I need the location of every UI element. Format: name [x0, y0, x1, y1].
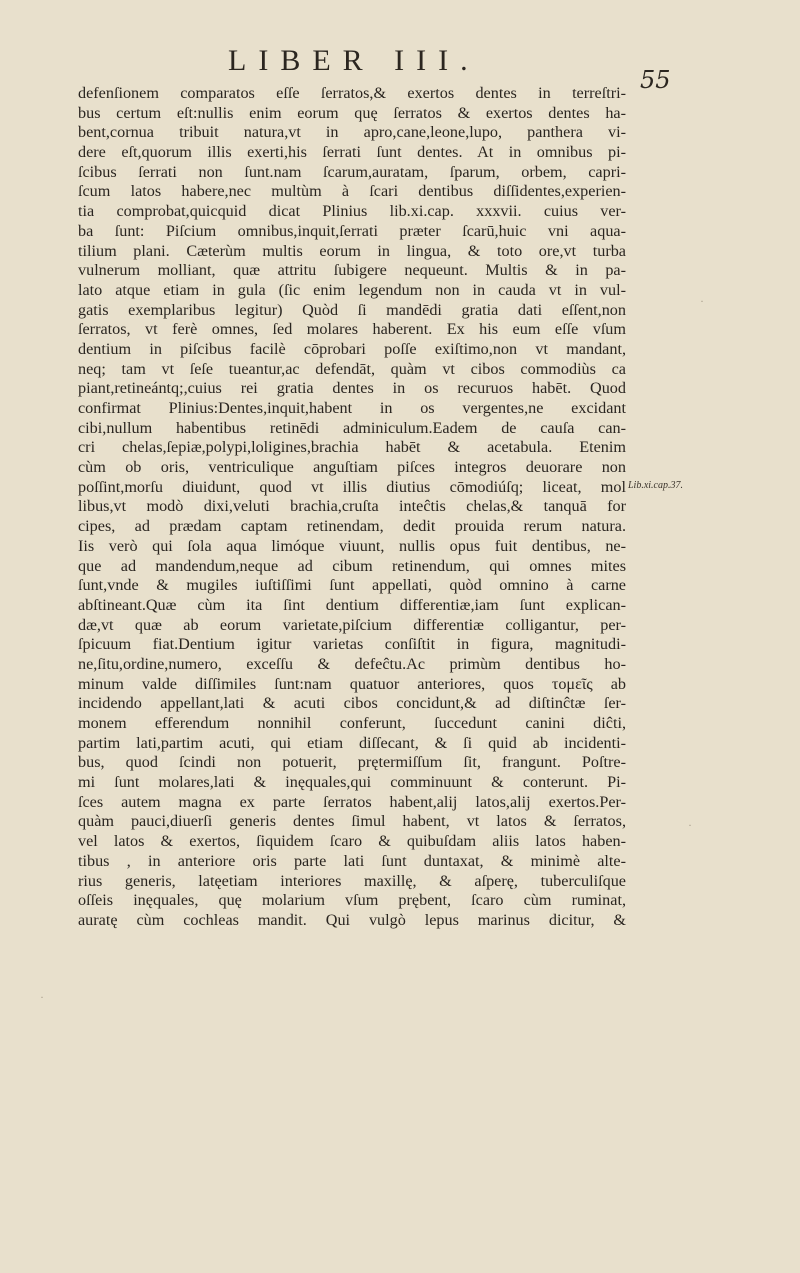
text-line: ſcum latos habere,nec multùm à ſcari dentibus diſſidentes,experien- [78, 182, 626, 201]
text-line: Iis verò qui ſola aqua limóque viuunt, nullis opus fuit dentibus, ne- [78, 536, 626, 555]
text-line: ne,ſitu,ordine,numero, exceſſu & defeĉtu.Ac primùm dentibus ho- [78, 654, 626, 673]
text-line: ſcibus ſerrati non ſunt.nam ſcarum,auratam, ſparum, orbem, capri- [78, 162, 626, 181]
text-line: tilium plani. Cæterùm multis eorum in lingua, & toto ore,vt turba [78, 241, 626, 260]
text-line: vulnerum molliant, quæ attritu ſubigere nequeunt. Multis & in pa- [78, 261, 626, 280]
text-line: monem efferendum nonnihil conferunt, ſuccedunt canini diĉti, [78, 714, 626, 732]
text-line: quàm pauci,diuerſi generis dentes ſimul habent, vt latos & ſerratos, [78, 812, 626, 831]
text-line: que ad mandendum,neque ad cibum retinendum, qui omnes mites [78, 556, 626, 575]
text-line: cri chelas,ſepiæ,polypi,loligines,brachia habēt & acetabula. Etenim [78, 438, 626, 457]
text-line: poſſint,morſu diuidunt, quod vt illis diutius cōmodiúſq; liceat, mol [78, 477, 626, 496]
text-line: tia comprobat,quicquid dicat Plinius lib.xi.cap. xxxvii. cuius ver- [78, 202, 626, 221]
body-text [78, 84, 626, 931]
text-line: neq; tam vt ſeſe tueantur,ac defendāt, quàm vt cibos commodiùs ca [78, 359, 626, 378]
text-line: ſpicuum fiat.Dentium igitur varietas conſiſtit in figura, magnitudi- [78, 635, 626, 654]
text-line: oſſeis inęquales, quę molarium vſum prębent, ſcaro cùm ruminat, [78, 891, 626, 910]
text-line: confirmat Plinius:Dentes,inquit,habent in os vergentes,ne excidant [78, 399, 626, 417]
page-number: 55 [640, 66, 671, 94]
text-line: auratę cùm cochleas mandit. Qui vulgò lepus marinus dicitur, & [78, 910, 626, 929]
paper-speck: · [688, 818, 692, 832]
text-line: abſtineant.Quæ cùm ita ſint dentium differentiæ,iam ſunt explican- [78, 595, 626, 614]
text-line: dæ,vt quæ ab eorum varietate,piſcium differentiæ colligantur, per- [78, 615, 626, 634]
paper-speck: · [700, 294, 704, 308]
text-line: defenſionem comparatos eſſe ſerratos,& exertos dentes in terreſtri- [78, 84, 626, 102]
text-line: ſunt,vnde & mugiles iuſtiſſimi ſunt appellati, quòd omnino à carne [78, 576, 626, 595]
text-line: mi ſunt molares,lati & inęquales,qui comminuunt & conterunt. Pi- [78, 773, 626, 792]
text-line: libus,vt modò dixi,veluti brachia,cruſta inteĉtis chelas,& tanquā for [78, 497, 626, 516]
running-head: LIBER III. [228, 44, 480, 77]
text-line: lato atque etiam in gula (ſic enim legendum non in cauda vt in vul- [78, 280, 626, 299]
text-line: gatis exemplaribus legitur) Quòd ſi mandēdi gratia dati eſſent,non [78, 300, 626, 319]
text-line: tibus , in anteriore oris parte lati ſunt duntaxat, & minimè alte- [78, 851, 626, 870]
text-line: ſerratos, vt ferè omnes, ſed molares haberent. Ex his eum eſſe vſum [78, 320, 626, 339]
text-line: cùm ob oris, ventriculique anguſtiam piſces integros deuorare non [78, 458, 626, 477]
text-line: ſces autem magna ex parte ſerratos habent,alij latos,alij exertos.Per- [78, 792, 626, 811]
text-line: piant,retineántq;,cuius rei gratia dentes in os recuruos habēt. Quod [78, 379, 626, 398]
text-line: dere eſt,quorum illis exerti,his ſerrati ſunt dentes. At in omnibus pi- [78, 143, 626, 162]
text-line: vel latos & exertos, ſiquidem ſcaro & quibuſdam aliis latos haben- [78, 832, 626, 851]
text-line: minum valde diſſimiles ſunt:nam quatuor anteriores, quos τομεῖς ab [78, 674, 626, 693]
text-line: bus certum eſt:nullis enim eorum quę ſerratos & exertos dentes ha- [78, 103, 626, 122]
paper-speck: · [40, 990, 44, 1004]
text-line: rius generis, latęetiam interiores maxillę, & aſperę, tuberculiſque [78, 871, 626, 890]
text-line: cipes, ad prædam captam retinendam, dedit prouida rerum natura. [78, 517, 626, 536]
margin-note: Lib.xi.cap.37. [628, 480, 683, 491]
text-line: dentium in piſcibus facilè cōprobari poſſe exiſtimo,non vt mandant, [78, 339, 626, 358]
text-line: cibi,nullum habentibus retinēdi adminiculum.Eadem de cauſa can- [78, 418, 626, 437]
text-line: ba ſunt: Piſcium omnibus,inquit,ſerrati præter ſcarū,huic vni aqua- [78, 221, 626, 240]
text-line: bent,cornua tribuit natura,vt in apro,cane,leone,lupo, panthera vi- [78, 123, 626, 142]
text-line: bus, quod ſcindi non potuerit, prętermiſſum ſit, frangunt. Poſtre- [78, 753, 626, 772]
text-line: incidendo appellant,lati & acuti cibos concidunt,& ad diſtinĉtæ ſer- [78, 694, 626, 713]
text-line: partim lati,partim acuti, qui etiam diſſecant, & ſi quid ab incidenti- [78, 733, 626, 752]
